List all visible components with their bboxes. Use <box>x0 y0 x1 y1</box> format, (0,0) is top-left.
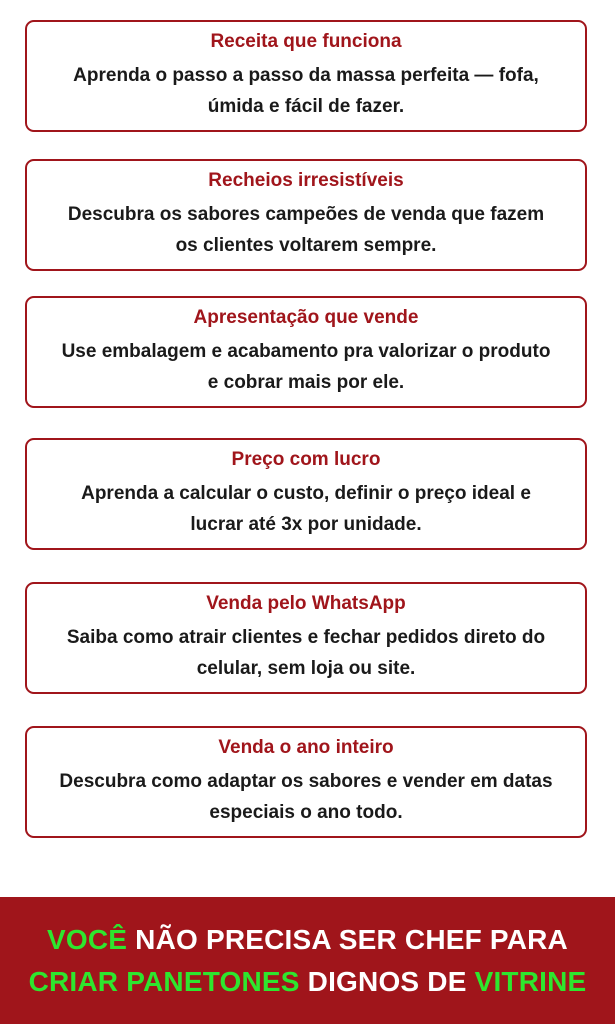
banner-text: NÃO PRECISA SER CHEF PARA <box>127 923 568 955</box>
card-title: Venda o ano inteiro <box>218 737 394 758</box>
card-title: Apresentação que vende <box>193 307 419 328</box>
benefit-card-whatsapp <box>25 582 587 694</box>
banner-line-2 <box>29 961 587 1003</box>
benefit-card-recheios <box>25 159 587 271</box>
card-description: Saiba como atrair clientes e fechar pedidos direto do celular, sem loja ou site. <box>66 627 546 679</box>
card-description: Use embalagem e acabamento pra valorizar o produto e cobrar mais por ele. <box>61 341 551 393</box>
card-description: Aprenda o passo a passo da massa perfeita — fofa, úmida e fácil de fazer. <box>73 65 539 117</box>
benefit-card-preco <box>25 438 587 550</box>
banner-line-1 <box>47 919 568 961</box>
benefit-card-receita <box>25 20 587 132</box>
banner-highlight-vitrine: VITRINE <box>474 965 587 997</box>
card-title: Venda pelo WhatsApp <box>206 593 406 614</box>
cta-banner <box>0 897 615 1024</box>
card-title: Recheios irresistíveis <box>208 170 404 191</box>
card-title: Receita que funciona <box>210 31 402 52</box>
card-description: Descubra os sabores campeões de venda que fazem os clientes voltarem sempre. <box>67 204 545 256</box>
benefit-card-apresentacao <box>25 296 587 408</box>
card-description: Descubra como adaptar os sabores e vender em datas especiais o ano todo. <box>59 771 553 823</box>
banner-highlight-panetones: CRIAR PANETONES <box>28 965 300 997</box>
benefit-card-ano-inteiro <box>25 726 587 838</box>
card-title: Preço com lucro <box>231 449 381 470</box>
banner-highlight-voce: VOCÊ <box>47 923 128 955</box>
card-description: Aprenda a calcular o custo, definir o preço ideal e lucrar até 3x por unidade. <box>81 483 531 535</box>
banner-text: DIGNOS DE <box>299 965 475 997</box>
